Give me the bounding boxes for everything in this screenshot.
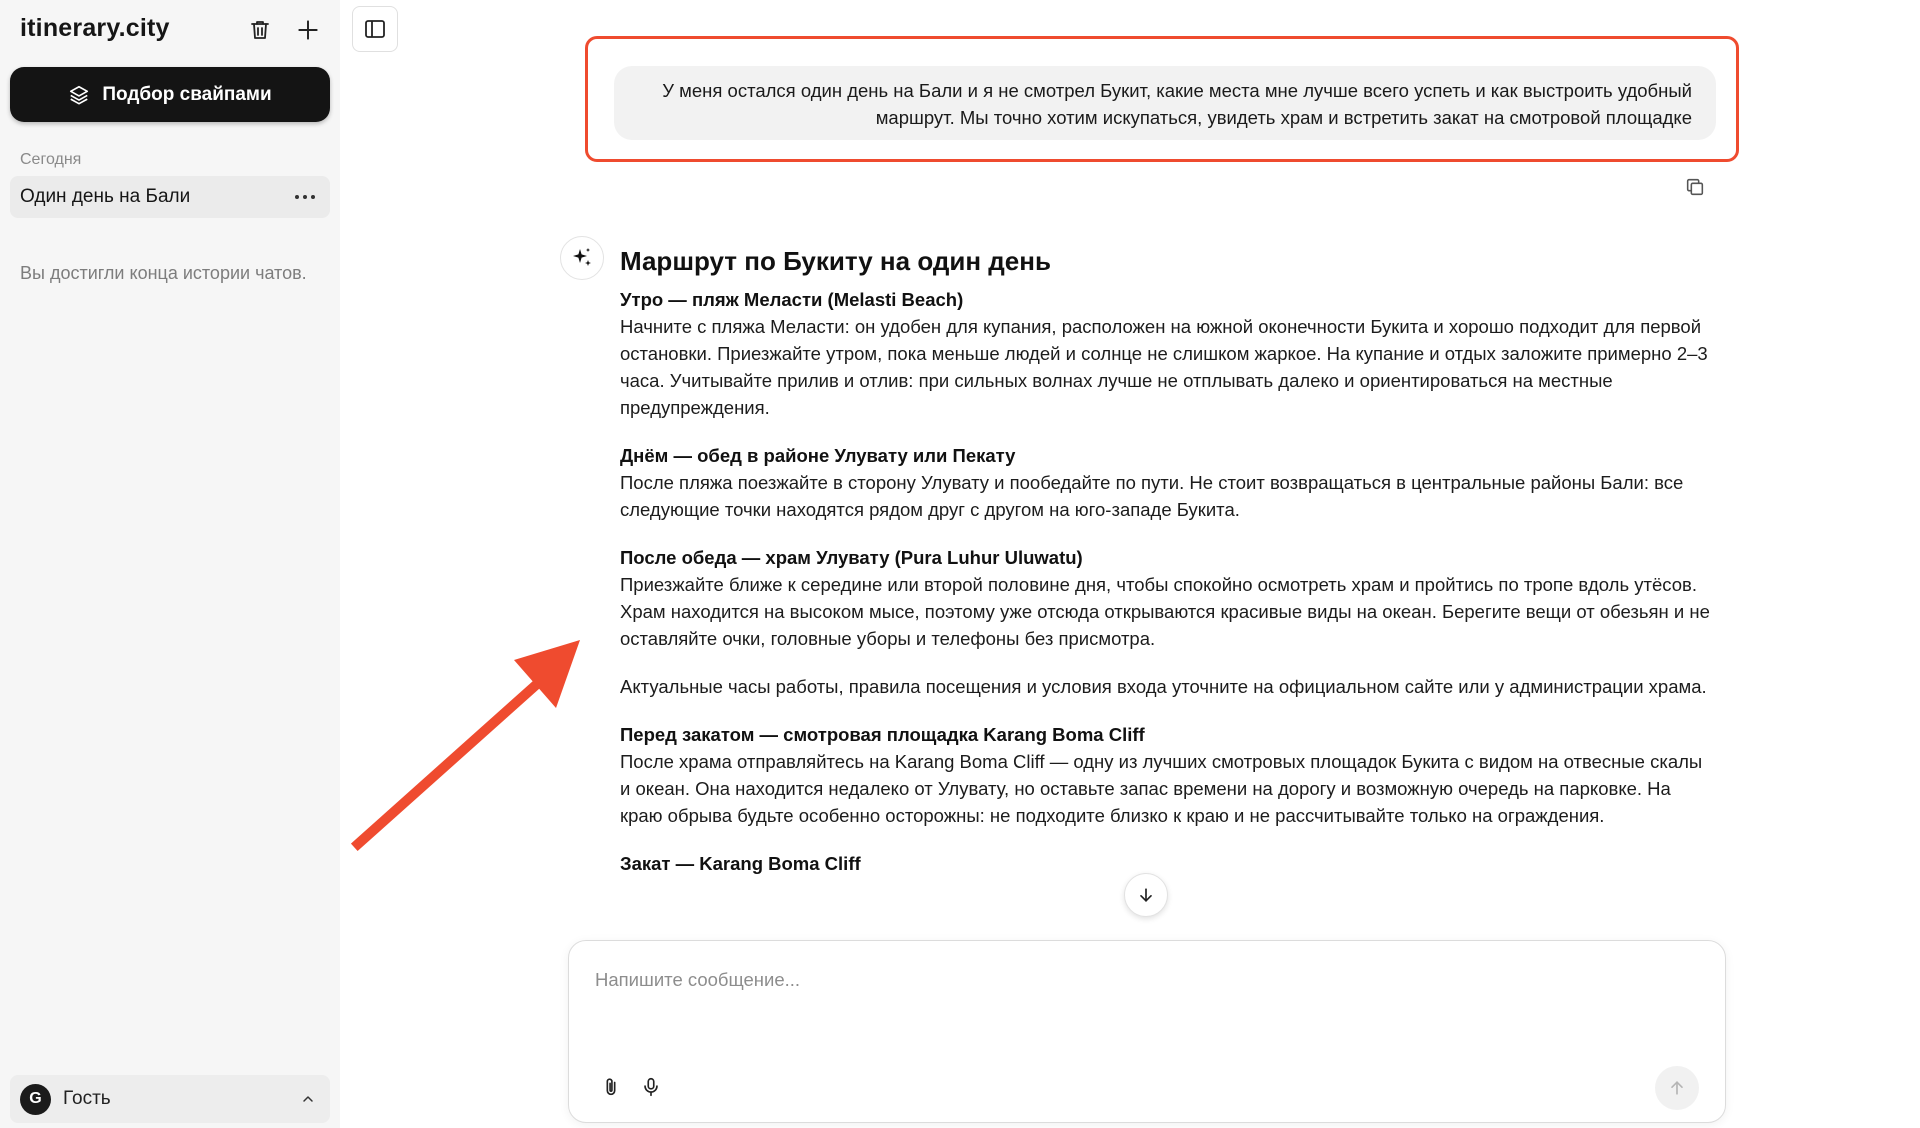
sparkle-icon	[570, 246, 594, 270]
section-paragraph: После пляжа поезжайте в сторону Улувату и пообедайте по пути. Не стоит возвращаться в центральные районы Бали: все следующие точки находятся рядом друг с другом на юго-западе Букита.	[620, 472, 1684, 520]
section-heading: Перед закатом — смотровая площадка Karang Boma Cliff	[620, 724, 1145, 745]
toggle-sidebar-button[interactable]	[352, 6, 398, 52]
section-heading: Утро — пляж Меласти (Melasti Beach)	[620, 289, 964, 310]
swipe-selection-button[interactable]	[10, 67, 330, 122]
assistant-message	[620, 244, 1710, 932]
trash-icon	[248, 18, 272, 42]
more-dot	[311, 195, 315, 199]
chat-list-item[interactable]	[10, 176, 330, 218]
voice-input-button[interactable]	[633, 1069, 669, 1105]
sidebar	[0, 0, 340, 1128]
send-button[interactable]	[1655, 1066, 1699, 1110]
user-name: Гость	[63, 1088, 111, 1109]
avatar: G	[20, 1084, 51, 1115]
section-paragraph: Приезжайте ближе к середине или второй половине дня, чтобы спокойно осмотреть храм и пройтись по тропе вдоль утёсов. Храм находится на высоком мысе, поэтому уже отсюда открываются красивые виды на океан. Берегите вещи от обезьян и не оставляйте очки, головные уборы и телефоны без присмотра.	[620, 574, 1710, 649]
spacer	[620, 421, 1710, 442]
section-label-today: Сегодня	[20, 151, 82, 168]
sidebar-panel-icon	[363, 17, 387, 41]
assistant-avatar	[560, 236, 604, 280]
spacer	[620, 652, 1710, 673]
more-dot	[303, 195, 307, 199]
microphone-icon	[640, 1076, 662, 1098]
annotation-highlight-box	[585, 36, 1739, 162]
user-menu[interactable]	[10, 1075, 330, 1123]
section-paragraph: После храма отправляйтесь на Karang Boma Cliff — одну из лучших смотровых площадок Букита с видом на отвесные скалы и океан. Она находится недалеко от Улувату, но оставьте запас времени на дорогу и возможную очередь на парковке. На краю обрыва будьте особенно осторожны: не подходите близко к краю и не рассчитывайте только на ограждения.	[620, 751, 1703, 826]
chevron-up-icon	[296, 1087, 320, 1111]
brand-logo[interactable]: itinerary.city	[20, 14, 170, 42]
plus-icon	[295, 17, 321, 43]
chat-options-button[interactable]	[288, 180, 322, 214]
message-composer	[568, 940, 1726, 1123]
swipe-selection-label: Подбор свайпами	[102, 83, 272, 105]
section-heading: Днём — обед в районе Улувату или Пекату	[620, 445, 1016, 466]
chat-title: Один день на Бали	[20, 186, 191, 207]
attach-file-button[interactable]	[593, 1069, 629, 1105]
section-paragraph: Актуальные часы работы, правила посещения и условия входа уточните на официальном сайте или у администрации храма.	[620, 676, 1707, 697]
spacer	[620, 523, 1710, 544]
delete-chat-button[interactable]	[240, 10, 280, 50]
history-end-note: Вы достигли конца истории чатов.	[20, 263, 307, 283]
section-paragraph: Начните с пляжа Меласти: он удобен для купания, расположен на южной оконечности Букита и хорошо подходит для первой остановки. Приезжайте утром, пока меньше людей и солнце не слишком жаркое. На купание и отдых заложите примерно 2–3 часа. Учитывайте прилив и отлив: при сильных волнах лучше не отплывать далеко и ориентироваться на местные предупреждения.	[620, 316, 1708, 418]
arrow-down-icon	[1136, 885, 1156, 905]
section-heading: После обеда — храм Улувату (Pura Luhur Uluwatu)	[620, 547, 1083, 568]
arrow-up-icon	[1667, 1078, 1687, 1098]
section-heading: Закат — Karang Boma Cliff	[620, 853, 861, 874]
scroll-to-bottom-button[interactable]	[1124, 873, 1168, 917]
spacer	[620, 700, 1710, 721]
new-chat-button[interactable]	[288, 10, 328, 50]
copy-icon	[1684, 176, 1706, 198]
copy-message-button[interactable]	[1680, 172, 1710, 202]
message-input[interactable]	[595, 969, 1695, 1009]
layers-icon	[68, 84, 90, 106]
more-horizontal-icon	[295, 195, 299, 199]
annotation-arrow	[350, 630, 600, 860]
paperclip-icon	[600, 1076, 622, 1098]
answer-title: Маршрут по Букиту на один день	[620, 246, 1051, 276]
spacer	[620, 829, 1710, 850]
user-message-bubble: У меня остался один день на Бали и я не смотрел Букит, какие места мне лучше всего успеть и как выстроить удобный маршрут. Мы точно хотим искупаться, увидеть храм и встретить закат на смотровой площадке	[614, 66, 1716, 140]
